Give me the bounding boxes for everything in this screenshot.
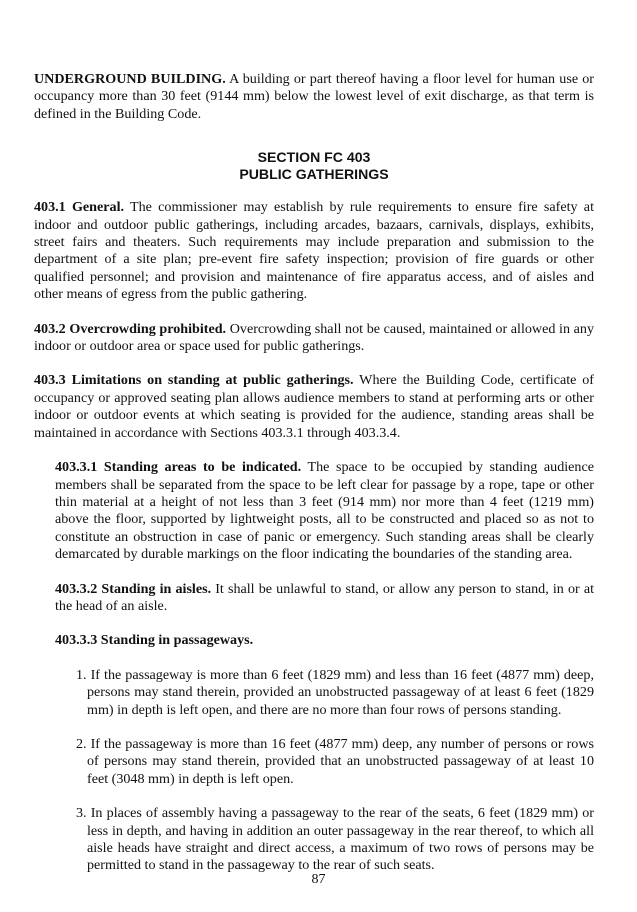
- paragraph-text: Overcrowding shall not be caused, maintained or allowed in any indoor or outdoor area or space used for public gatherings.: [34, 320, 594, 355]
- list-spacer: [76, 719, 594, 736]
- paragraph-lead: 403.2 Overcrowding prohibited.: [34, 320, 227, 337]
- definition-text: A building or part thereof having a floor level for human use or occupancy more than 30 feet (9144 mm) below the lowest level of exit discharge, as that term is defined in the Building Code.: [34, 71, 594, 122]
- page-number: 87: [311, 872, 326, 887]
- subsection-lead: 403.3.3 Standing in passageways.: [55, 632, 254, 649]
- definition-underground-building: [34, 71, 594, 123]
- list-item: 3. In places of assembly having a passageway to the rear of the seats, 6 feet (1829 mm) or less in depth, and having in addition an outer passageway in the rear thereof, to which all aisle heads have straight and direct access, a maximum of two rows of persons may be permitted to stand in the passageway to the rear of such seats.: [76, 805, 594, 874]
- subsection-text: It shall be unlawful to stand, or allow any person to stand, in or at the head of an aisle.: [55, 580, 594, 614]
- definition-term: UNDERGROUND BUILDING.: [34, 71, 226, 87]
- subsection-403-3-3: [55, 632, 594, 649]
- section-number: SECTION FC 403: [257, 149, 371, 166]
- list-spacer: [76, 788, 594, 805]
- subsection-403-3-2: [55, 581, 594, 616]
- subsection-lead: 403.3.1 Standing areas to be indicated.: [55, 459, 302, 476]
- paragraph-lead: 403.1 General.: [34, 199, 125, 216]
- list-item: 2. If the passageway is more than 16 feet (4877 mm) deep, any number of persons or rows of persons may stand therein, provided that an unobstructed passageway of at least 10 feet (3048 mm) in depth is left open.: [76, 735, 594, 787]
- paragraph-403-2: [34, 321, 594, 356]
- subsection-lead: 403.3.2 Standing in aisles.: [55, 580, 212, 597]
- paragraph-403-3: [34, 372, 594, 442]
- section-title: PUBLIC GATHERINGS: [239, 166, 389, 183]
- subsection-403-3-1: [55, 459, 594, 563]
- paragraph-text: Where the Building Code, certificate of occupancy or approved seating plan allows audience members to stand at performing arts or other indoor or outdoor events at which seating is provided for the audience, standing areas shall be maintained in accordance with Sections 403.3.1 through 403.3.4.: [34, 372, 594, 441]
- list-item: 1. If the passageway is more than 6 feet (1829 mm) and less than 16 feet (4877 mm) deep, persons may stand therein, provided an unobstructed passageway of at least 6 feet (1829 mm) in depth is left open, and there are no more than four rows of persons standing.: [76, 666, 594, 718]
- paragraph-403-1: [34, 199, 594, 303]
- passageway-list: [76, 667, 594, 875]
- document-page: [34, 71, 594, 891]
- subsection-text: The space to be occupied by standing audience members shall be separated from the space to be left clear for passage by a rope, tape or other thin material at a height of not less than 3 feet (914 mm) nor more than 4 feet (1219 mm) above the floor, supported by lightweight posts, all to be constructed and placed so as not to constitute an obstruction in case of panic or emergency. Such standing areas shall be clearly demarcated by durable markings on the floor indicating the boundaries of the standing area.: [55, 459, 594, 563]
- paragraph-text: The commissioner may establish by rule requirements to ensure fire safety at indoor and outdoor public gatherings, including arcades, bazaars, carnivals, displays, exhibits, street fairs and theaters. Such requirements may include preparation and submission to the department of a site plan; pre-event fire safety inspection; provision of fire guards or other qualified personnel; and provision and maintenance of fire apparatus access, and of aisles and other means of egress from the public gathering.: [34, 199, 594, 303]
- paragraph-lead: 403.3 Limitations on standing at public gatherings.: [34, 372, 354, 389]
